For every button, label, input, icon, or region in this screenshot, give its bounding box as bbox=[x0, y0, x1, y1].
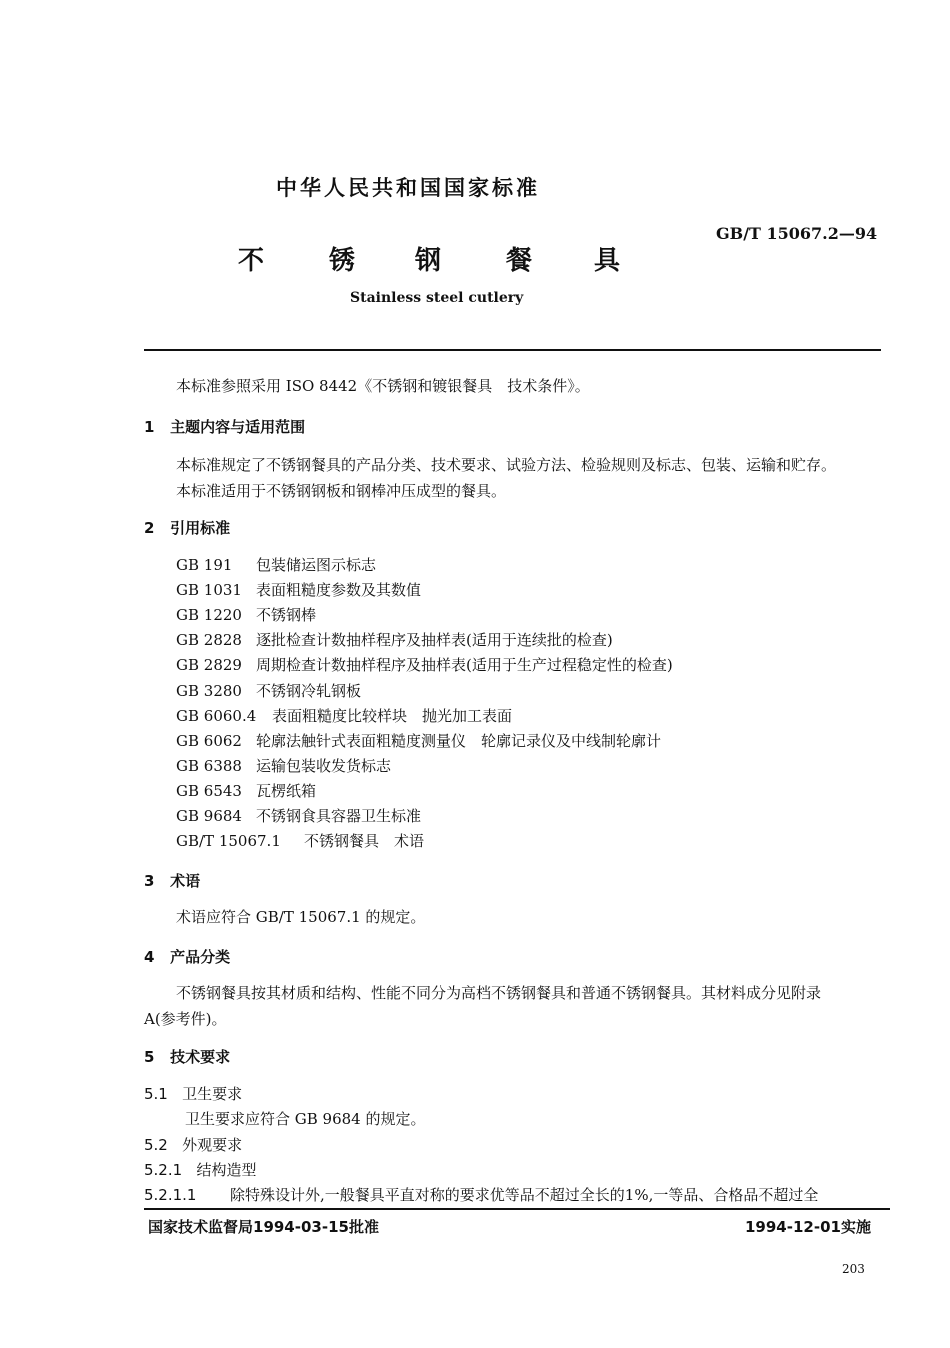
reference-title: 不锈钢食具容器卫生标准 bbox=[256, 807, 422, 825]
reference-code: GB 6543 bbox=[176, 782, 242, 800]
section-2-heading bbox=[144, 517, 230, 538]
reference-title: 轮廓法触针式表面粗糙度测量仪 轮廓记录仪及中线制轮廓计 bbox=[256, 732, 662, 750]
section-number: 2 bbox=[144, 519, 155, 537]
reference-code: GB 9684 bbox=[176, 807, 242, 825]
reference-item bbox=[176, 554, 376, 575]
reference-item bbox=[176, 805, 421, 826]
subsection-5-2 bbox=[144, 1134, 242, 1155]
reference-code: GB/T 15067.1 bbox=[176, 832, 281, 850]
reference-code: GB 1031 bbox=[176, 581, 242, 599]
title-char-3: 钢 bbox=[415, 246, 442, 276]
subsection-number: 5.2.1 bbox=[144, 1161, 183, 1179]
reference-item bbox=[176, 579, 421, 600]
section-1-paragraph-2: 本标准适用于不锈钢钢板和钢棒冲压成型的餐具。 bbox=[176, 482, 507, 500]
subsection-title: 卫生要求 bbox=[182, 1085, 243, 1103]
title-char-5: 具 bbox=[594, 246, 621, 276]
subsection-title: 外观要求 bbox=[182, 1136, 243, 1154]
section-3-heading bbox=[144, 870, 200, 891]
section-4-heading bbox=[144, 946, 230, 967]
reference-code: GB 6060.4 bbox=[176, 707, 257, 725]
standard-code: GB/T 15067.2—94 bbox=[716, 224, 878, 243]
title-char-1: 不 bbox=[238, 246, 265, 276]
subsection-5-1 bbox=[144, 1083, 242, 1104]
section-1-paragraph-1: 本标准规定了不锈钢餐具的产品分类、技术要求、试验方法、检验规则及标志、包装、运输和贮存。 bbox=[176, 456, 837, 474]
section-title: 术语 bbox=[170, 872, 201, 890]
implementation-date: 1994-12-01实施 bbox=[745, 1218, 871, 1236]
reference-title: 不锈钢棒 bbox=[256, 606, 317, 624]
section-number: 5 bbox=[144, 1048, 155, 1066]
reference-item bbox=[176, 705, 512, 726]
reference-item bbox=[176, 604, 316, 625]
subsection-number: 5.1 bbox=[144, 1085, 168, 1103]
approval-date: 国家技术监督局1994-03-15批准 bbox=[148, 1218, 379, 1236]
subsection-number: 5.2 bbox=[144, 1136, 168, 1154]
footer-rule bbox=[144, 1208, 890, 1210]
clause-number: 5.2.1.1 bbox=[144, 1186, 197, 1204]
section-5-heading bbox=[144, 1046, 230, 1067]
section-3-paragraph: 术语应符合 GB/T 15067.1 的规定。 bbox=[176, 908, 426, 926]
national-standard-title: 中华人民共和国国家标准 bbox=[276, 176, 540, 200]
title-char-2: 锈 bbox=[329, 246, 356, 276]
clause-text: 除特殊设计外,一般餐具平直对称的要求优等品不超过全长的1%,一等品、合格品不超过全 bbox=[230, 1186, 819, 1204]
section-title: 引用标准 bbox=[170, 519, 231, 537]
reference-code: GB 2829 bbox=[176, 656, 242, 674]
reference-title: 表面粗糙度参数及其数值 bbox=[256, 581, 422, 599]
section-title: 产品分类 bbox=[170, 948, 231, 966]
reference-title: 周期检查计数抽样程序及抽样表(适用于生产过程稳定性的检查) bbox=[256, 656, 673, 674]
clause-5-2-1-1 bbox=[144, 1184, 818, 1205]
section-number: 1 bbox=[144, 418, 155, 436]
section-number: 3 bbox=[144, 872, 155, 890]
reference-item bbox=[176, 680, 361, 701]
section-title: 技术要求 bbox=[170, 1048, 231, 1066]
section-4-paragraph-line-2: A(参考件)。 bbox=[144, 1010, 227, 1028]
reference-title: 不锈钢冷轧钢板 bbox=[256, 682, 362, 700]
section-4-paragraph-line-1: 不锈钢餐具按其材质和结构、性能不同分为高档不锈钢餐具和普通不锈钢餐具。其材料成分见附录 bbox=[176, 984, 822, 1002]
reference-item bbox=[176, 780, 316, 801]
reference-code: GB 3280 bbox=[176, 682, 242, 700]
subsection-title: 结构造型 bbox=[196, 1161, 257, 1179]
section-1-heading bbox=[144, 416, 305, 437]
reference-item bbox=[176, 755, 391, 776]
title-english: Stainless steel cutlery bbox=[350, 290, 524, 306]
reference-item bbox=[176, 629, 613, 650]
section-title: 主题内容与适用范围 bbox=[170, 418, 306, 436]
subsection-5-1-paragraph: 卫生要求应符合 GB 9684 的规定。 bbox=[185, 1110, 426, 1128]
page-number: 203 bbox=[842, 1262, 865, 1276]
reference-title: 表面粗糙度比较样块 抛光加工表面 bbox=[272, 707, 513, 725]
intro-text: 本标准参照采用 ISO 8442《不锈钢和镀银餐具 技术条件》。 bbox=[176, 377, 590, 395]
reference-title: 不锈钢餐具 术语 bbox=[304, 832, 425, 850]
reference-code: GB 6388 bbox=[176, 757, 242, 775]
reference-item bbox=[176, 730, 661, 751]
reference-title: 瓦楞纸箱 bbox=[256, 782, 317, 800]
reference-code: GB 6062 bbox=[176, 732, 242, 750]
reference-code: GB 1220 bbox=[176, 606, 242, 624]
reference-title: 运输包装收发货标志 bbox=[256, 757, 392, 775]
reference-code: GB 2828 bbox=[176, 631, 242, 649]
reference-code: GB 191 bbox=[176, 556, 233, 574]
reference-title: 逐批检查计数抽样程序及抽样表(适用于连续批的检查) bbox=[256, 631, 613, 649]
reference-title: 包装储运图示标志 bbox=[256, 556, 377, 574]
header-rule bbox=[144, 349, 881, 351]
reference-item bbox=[176, 830, 424, 851]
reference-item bbox=[176, 654, 673, 675]
subsection-5-2-1 bbox=[144, 1159, 257, 1180]
title-char-4: 餐 bbox=[506, 246, 533, 276]
section-number: 4 bbox=[144, 948, 155, 966]
